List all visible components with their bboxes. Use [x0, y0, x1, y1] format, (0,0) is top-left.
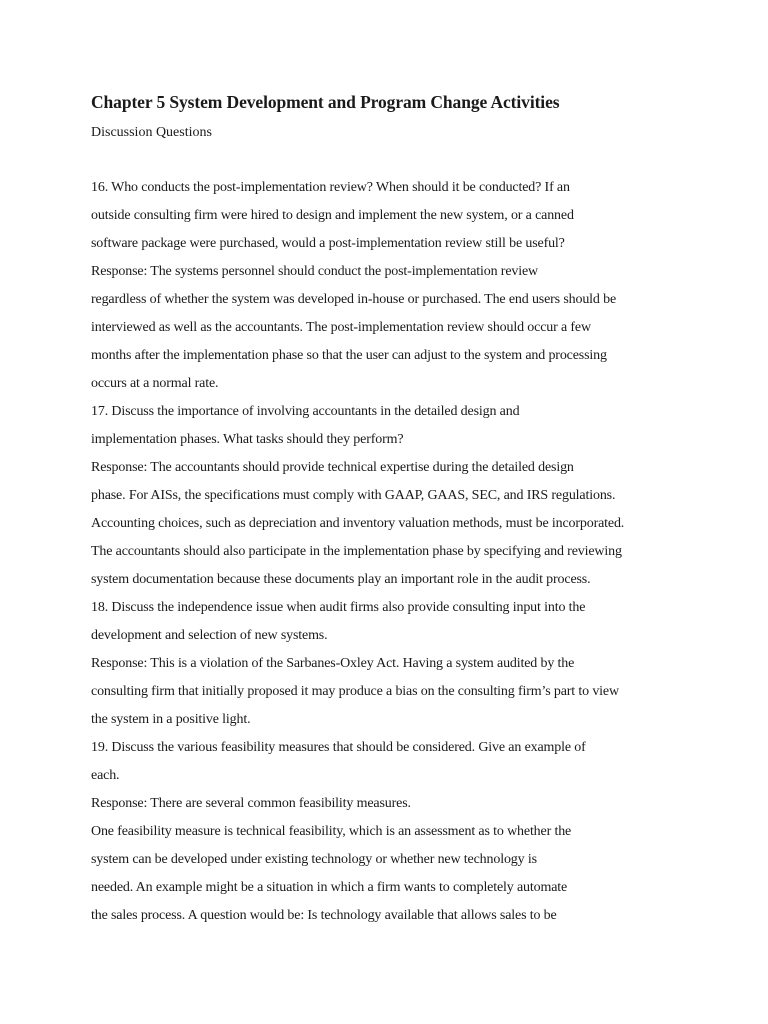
section-subtitle: Discussion Questions — [91, 125, 212, 140]
text-line: Response: There are several common feasibility measures. — [91, 796, 411, 811]
text-line: system can be developed under existing technology or whether new technology is — [91, 852, 537, 867]
text-line: Accounting choices, such as depreciation and inventory valuation methods, must be incorporated. — [91, 516, 625, 531]
text-line: system documentation because these documents play an important role in the audit process. — [91, 572, 591, 587]
text-line: software package were purchased, would a post-implementation review still be useful? — [91, 236, 565, 251]
text-line: the sales process. A question would be: Is technology available that allows sales to be — [91, 908, 557, 923]
text-line: consulting firm that initially proposed it may produce a bias on the consulting firm’s part to view — [91, 684, 619, 699]
text-line: occurs at a normal rate. — [91, 376, 219, 391]
text-line: Response: The accountants should provide technical expertise during the detailed design — [91, 460, 574, 475]
text-line: 17. Discuss the importance of involving accountants in the detailed design and — [91, 404, 520, 419]
text-line: Response: The systems personnel should conduct the post-implementation review — [91, 264, 538, 279]
text-line: needed. An example might be a situation in which a firm wants to completely automate — [91, 880, 568, 895]
text-line: 18. Discuss the independence issue when audit firms also provide consulting input into the — [91, 600, 586, 615]
text-line: 16. Who conducts the post-implementation review? When should it be conducted? If an — [91, 180, 570, 195]
text-line: months after the implementation phase so that the user can adjust to the system and processing — [91, 348, 607, 363]
body-text — [91, 177, 651, 933]
text-line: each. — [91, 768, 120, 783]
text-line: interviewed as well as the accountants. The post-implementation review should occur a few — [91, 320, 591, 335]
text-line: 19. Discuss the various feasibility measures that should be considered. Give an example of — [91, 740, 586, 755]
text-line: One feasibility measure is technical feasibility, which is an assessment as to whether the — [91, 824, 572, 839]
text-line: outside consulting firm were hired to design and implement the new system, or a canned — [91, 208, 574, 223]
text-line: implementation phases. What tasks should they perform? — [91, 432, 404, 447]
page-title: Chapter 5 System Development and Program Change Activities — [91, 92, 560, 112]
text-line: phase. For AISs, the specifications must comply with GAAP, GAAS, SEC, and IRS regulations. — [91, 488, 616, 503]
text-line: development and selection of new systems. — [91, 628, 328, 643]
text-line: regardless of whether the system was developed in-house or purchased. The end users should be — [91, 292, 617, 307]
text-line: Response: This is a violation of the Sarbanes-Oxley Act. Having a system audited by the — [91, 656, 575, 671]
text-line: The accountants should also participate in the implementation phase by specifying and reviewing — [91, 544, 622, 559]
text-line: the system in a positive light. — [91, 712, 251, 727]
